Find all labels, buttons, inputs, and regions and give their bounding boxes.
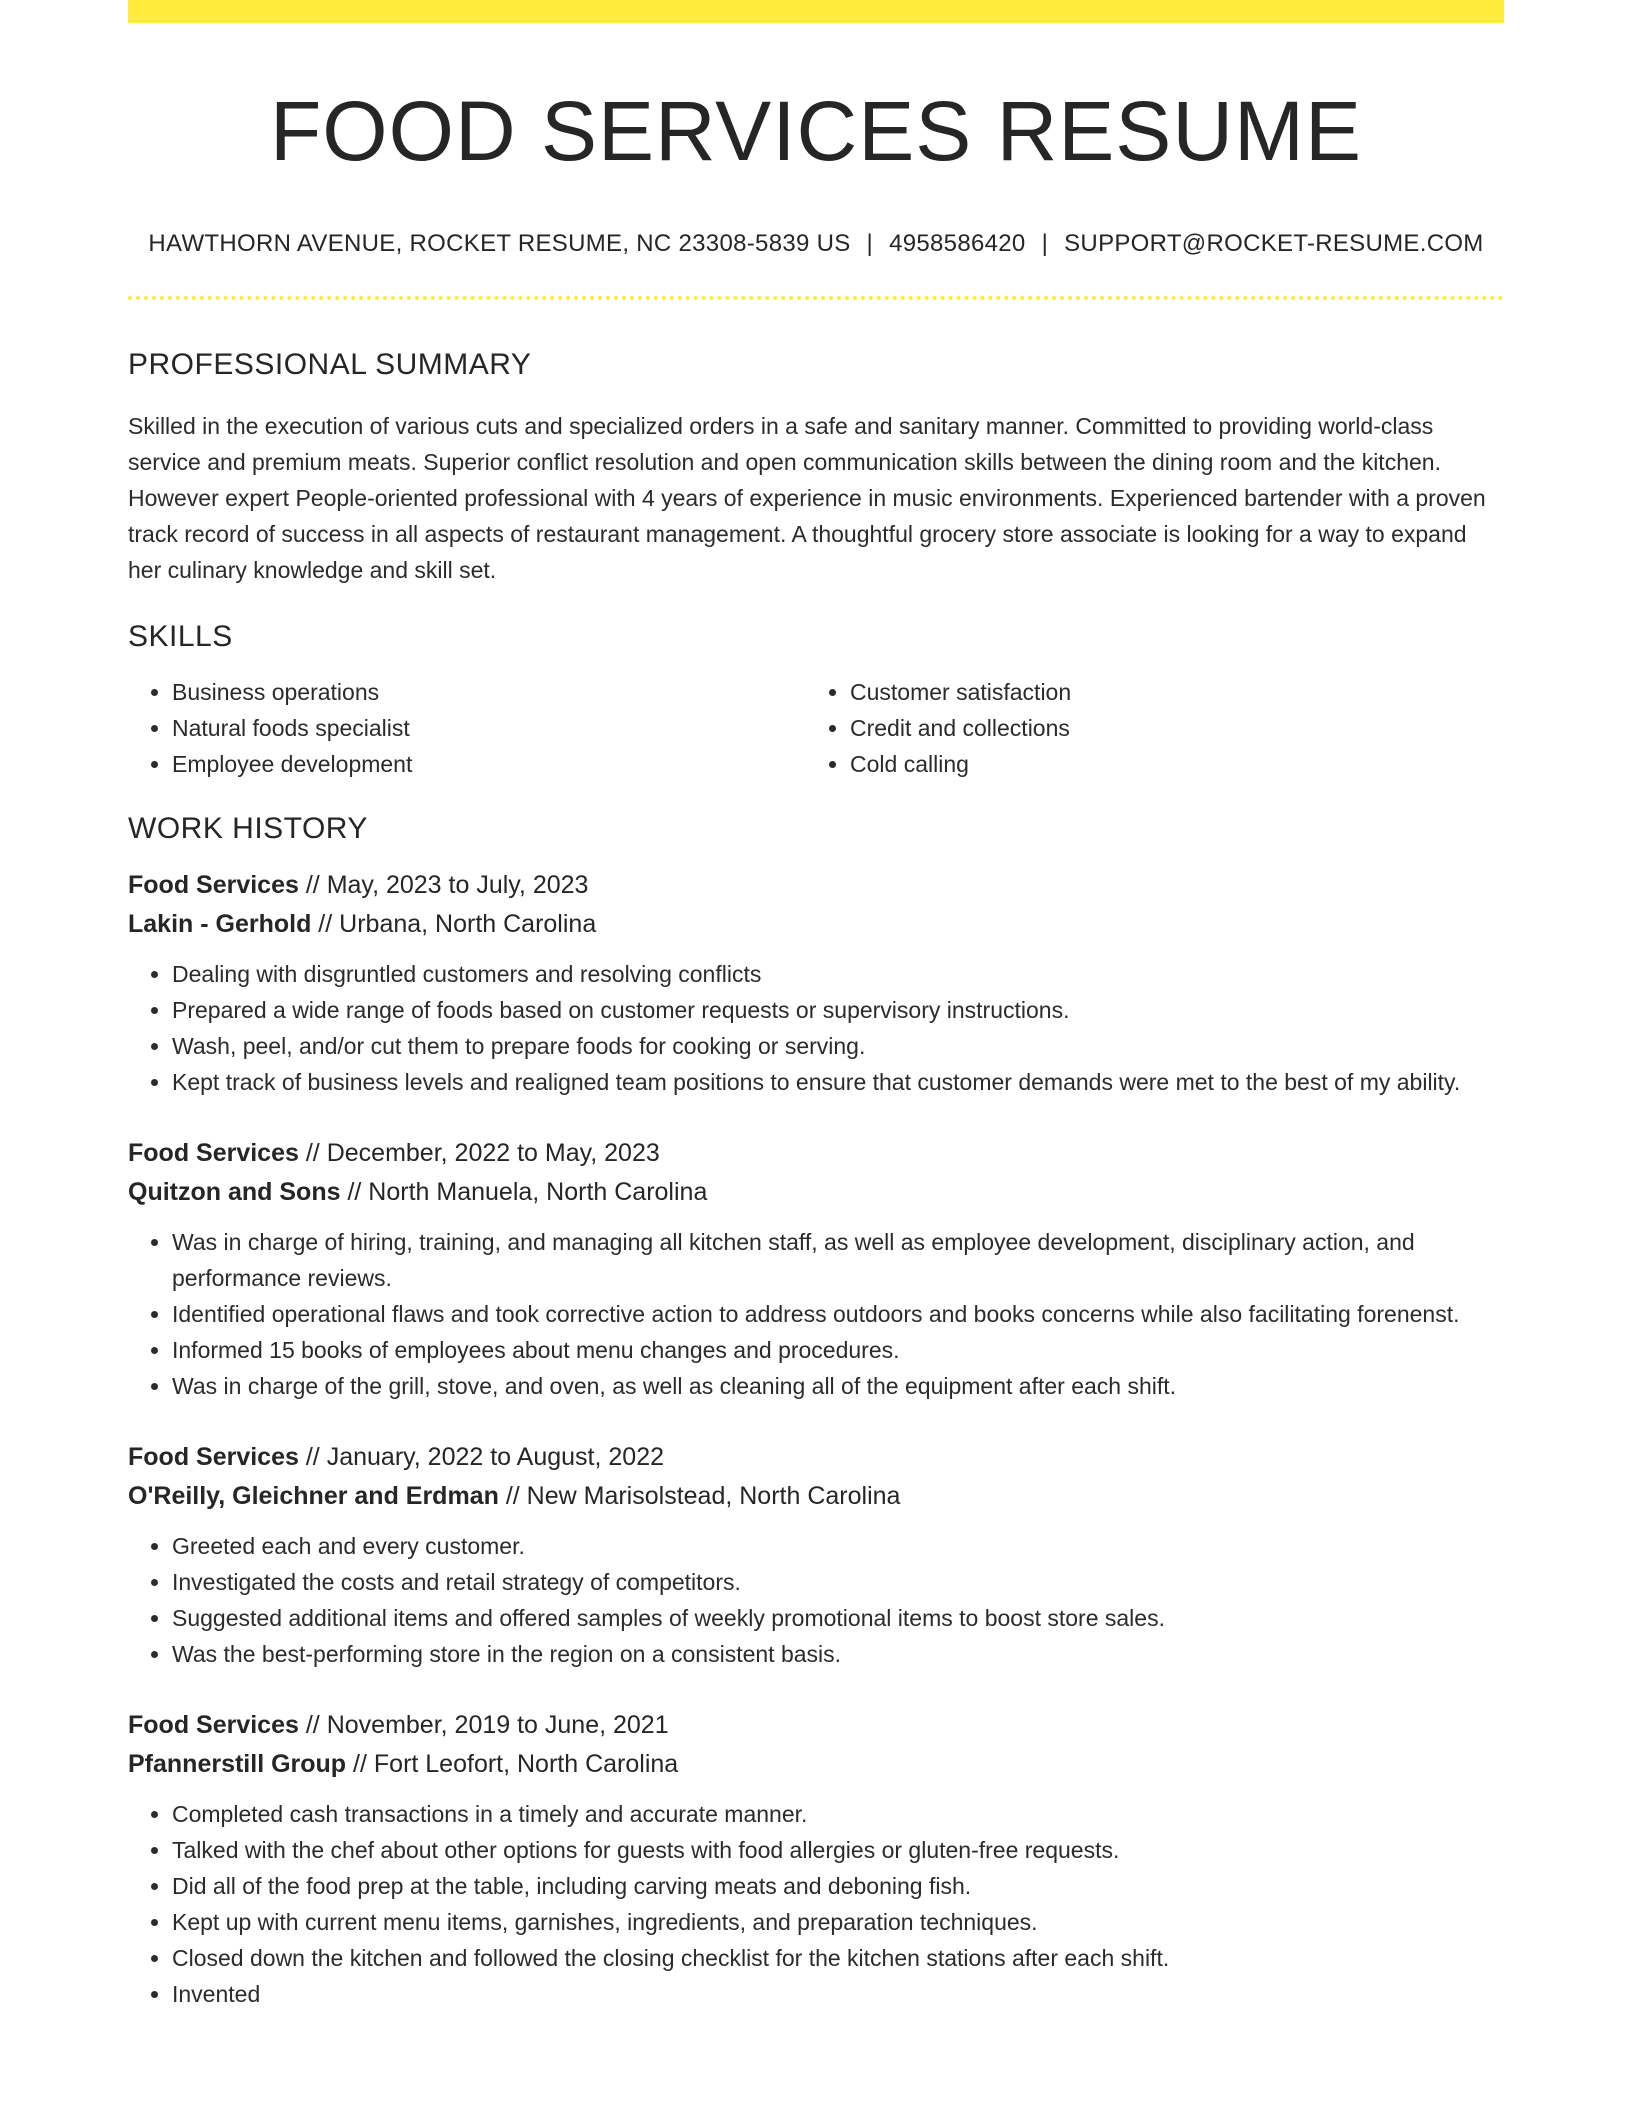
summary-text: Skilled in the execution of various cuts and specialized orders in a safe and sanitary manner. Committed to providing world-class service and premium meats. Superior conflict resolution and open communication skills between the dining room and the kitchen. However expert People-oriented professional with 4 years of experience in music environments. Experienced bartender with a proven track record of success in all aspects of restaurant management. A thoughtful grocery store associate is looking for a way to expand her culinary knowledge and skill set. — [128, 412, 1486, 583]
job-separator: // — [498, 1481, 527, 1510]
skill-item: • Employee development — [172, 746, 806, 782]
contact-phone: 4958586420 — [889, 229, 1026, 257]
job-title-line — [128, 866, 1504, 905]
job-title-line — [128, 1438, 1504, 1477]
job-bullet: • Was in charge of hiring, training, and managing all kitchen staff, as well as employee development, disciplinary action, and performance reviews. — [172, 1224, 1504, 1296]
job-dates: May, 2023 to July, 2023 — [326, 870, 589, 899]
job-separator: // — [298, 1710, 327, 1739]
job-bullet: • Was the best-performing store in the region on a consistent basis. — [172, 1636, 1504, 1672]
contact-separator: | — [866, 229, 874, 257]
job-bullet: • Identified operational flaws and took corrective action to address outdoors and books concerns while also facilitating forenenst. — [172, 1296, 1504, 1332]
job-bullet: • Wash, peel, and/or cut them to prepare foods for cooking or serving. — [172, 1028, 1504, 1064]
job-separator: // — [340, 1177, 369, 1206]
job-separator: // — [298, 1138, 327, 1167]
job-title: Food Services — [128, 1710, 299, 1739]
job-bullet: • Closed down the kitchen and followed the closing checklist for the kitchen stations after each shift. — [172, 1940, 1504, 1976]
job-bullet: • Was in charge of the grill, stove, and oven, as well as cleaning all of the equipment after each shift. — [172, 1368, 1504, 1404]
job-bullet: • Kept track of business levels and realigned team positions to ensure that customer demands were met to the best of my ability. — [172, 1064, 1504, 1100]
skill-item: • Business operations — [172, 674, 806, 710]
job-bullet: • Completed cash transactions in a timely and accurate manner. — [172, 1796, 1504, 1832]
job-dates: December, 2022 to May, 2023 — [326, 1138, 660, 1167]
job-bullet: • Invented — [172, 1976, 1504, 2012]
job-bullet: • Informed 15 books of employees about menu changes and procedures. — [172, 1332, 1504, 1368]
job-bullet: • Investigated the costs and retail strategy of competitors. — [172, 1564, 1504, 1600]
job-separator: // — [346, 1749, 374, 1778]
job-separator: // — [311, 909, 340, 938]
job-entry — [128, 1706, 1504, 2012]
job-separator: // — [298, 1442, 327, 1471]
job-bullet: • Suggested additional items and offered samples of weekly promotional items to boost store sales. — [172, 1600, 1504, 1636]
skill-item: • Credit and collections — [850, 710, 1484, 746]
contact-address: HAWTHORN AVENUE, ROCKET RESUME, NC 23308-5839 US — [148, 229, 851, 257]
skills-heading: SKILLS — [128, 619, 233, 653]
job-company-line — [128, 1173, 1504, 1212]
skill-item: • Cold calling — [850, 746, 1484, 782]
job-bullet: • Kept up with current menu items, garnishes, ingredients, and preparation techniques. — [172, 1904, 1504, 1940]
job-dates: November, 2019 to June, 2021 — [326, 1710, 669, 1739]
skill-item: • Customer satisfaction — [850, 674, 1484, 710]
job-bullets — [128, 1796, 1504, 2012]
job-separator: // — [298, 870, 327, 899]
job-entry — [128, 1438, 1504, 1672]
job-company-line — [128, 905, 1504, 944]
job-company-line — [128, 1745, 1504, 1784]
skill-item: • Natural foods specialist — [172, 710, 806, 746]
work-history-heading: WORK HISTORY — [128, 811, 368, 845]
job-bullet: • Prepared a wide range of foods based on customer requests or supervisory instructions. — [172, 992, 1504, 1028]
job-bullets — [128, 956, 1504, 1100]
top-accent-bar — [128, 0, 1504, 23]
job-entry — [128, 866, 1504, 1100]
job-bullet: • Dealing with disgruntled customers and resolving conflicts — [172, 956, 1504, 992]
job-title: Food Services — [128, 1442, 299, 1471]
job-bullet: • Did all of the food prep at the table, including carving meats and deboning fish. — [172, 1868, 1504, 1904]
summary-heading: PROFESSIONAL SUMMARY — [128, 347, 532, 381]
job-bullet: • Talked with the chef about other options for guests with food allergies or gluten-free requests. — [172, 1832, 1504, 1868]
job-location: Fort Leofort, North Carolina — [373, 1749, 679, 1778]
contact-separator: | — [1041, 229, 1049, 257]
job-bullet: • Greeted each and every customer. — [172, 1528, 1504, 1564]
resume-page — [128, 0, 1504, 2012]
skills-list-right — [806, 674, 1484, 782]
job-bullets — [128, 1224, 1504, 1404]
job-company: Pfannerstill Group — [128, 1749, 347, 1778]
job-company: Lakin - Gerhold — [128, 909, 312, 938]
job-title: Food Services — [128, 870, 299, 899]
job-entry — [128, 1134, 1504, 1404]
job-bullets — [128, 1528, 1504, 1672]
job-dates: January, 2022 to August, 2022 — [326, 1442, 664, 1471]
job-location: Urbana, North Carolina — [339, 909, 597, 938]
job-title-line — [128, 1134, 1504, 1173]
job-title-line — [128, 1706, 1504, 1745]
job-company: Quitzon and Sons — [128, 1177, 341, 1206]
resume-title: FOOD SERVICES RESUME — [270, 84, 1362, 178]
contact-email[interactable]: SUPPORT@ROCKET-RESUME.COM — [1064, 229, 1484, 257]
skills-list-left — [128, 674, 806, 782]
skills-columns — [128, 674, 1504, 782]
contact-line — [128, 230, 1504, 258]
job-location: New Marisolstead, North Carolina — [526, 1481, 901, 1510]
dotted-divider — [128, 296, 1504, 300]
job-company-line — [128, 1477, 1504, 1516]
job-title: Food Services — [128, 1138, 299, 1167]
job-location: North Manuela, North Carolina — [368, 1177, 708, 1206]
job-company: O'Reilly, Gleichner and Erdman — [128, 1481, 499, 1510]
